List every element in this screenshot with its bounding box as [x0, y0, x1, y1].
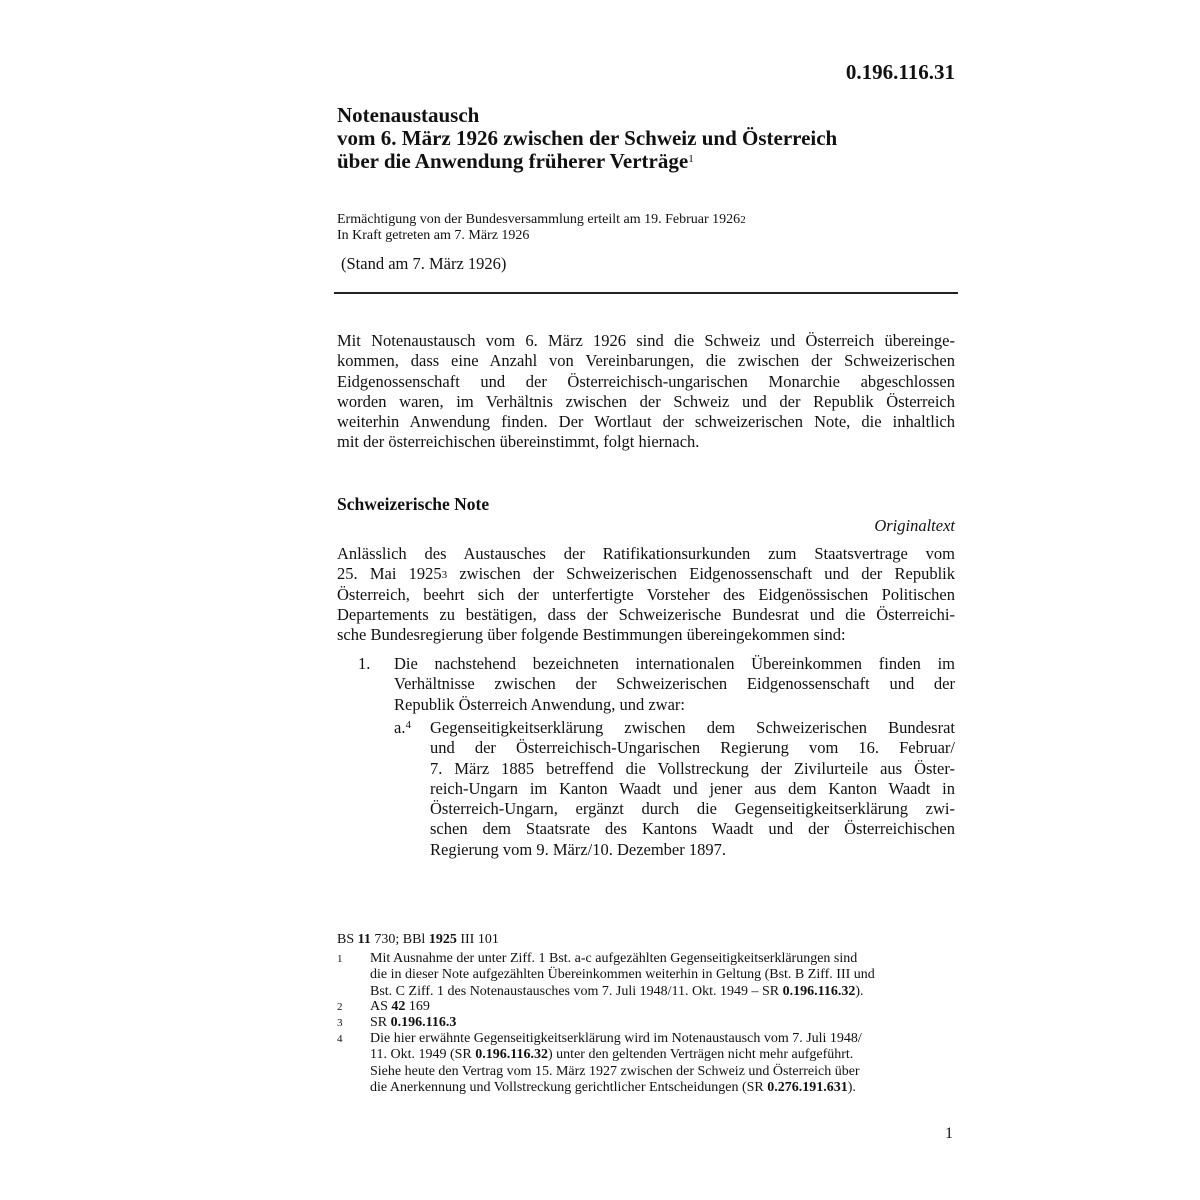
footnote-1: Mit Ausnahme der unter Ziff. 1 Bst. a-c aufgezählten Gegenseitigkeitserklärungen sind die in dieser Note aufgezählten Übereinkommen weiterhin in Geltung (Bst. B Ziff. III und Bst. C Ziff. 1 des Notenaustausches vom 7. Juli 1948/11. Okt. 1949 – SR 0.196.116.32). — [370, 951, 875, 999]
footnote-4: Die hier erwähnte Gegenseitigkeitserklärung wird im Notenaustausch vom 7. Juli 1948/ 11. Okt. 1949 (SR 0.196.116.32) unter den geltenden Verträgen nicht mehr aufgeführt. Siehe heute den Vertrag vom 15. März 1927 zwischen der Schweiz und Österreich über die Anerkennung und Vollstreckung gerichtlicher Entscheidungen (SR 0.276.191.631). — [370, 1031, 862, 1095]
list-item-1 — [394, 654, 955, 715]
footnote-number: 4 — [337, 1033, 343, 1045]
footnote-3: SR 0.196.116.3 — [370, 1015, 457, 1030]
sr-number: 0.196.116.31 — [845, 60, 955, 84]
item-line: Die nachstehend bezeichneten internationalen Übereinkommen finden im — [394, 654, 955, 673]
note-body-paragraph — [337, 544, 955, 645]
item-line: Verhältnisse zwischen der Schweizerischen Eidgenossenschaft und der — [394, 674, 955, 694]
section-heading: Schweizerische Note — [337, 494, 490, 514]
footnote-ref-4[interactable]: 4 — [405, 719, 411, 731]
footnote-2: AS 42 169 — [370, 999, 430, 1014]
header-divider — [334, 292, 958, 294]
intro-line: Mit Notenaustausch vom 6. März 1926 sind die Schweiz und Österreich übereinge- — [337, 331, 955, 350]
document-meta — [337, 212, 746, 244]
original-text-label: Originaltext — [874, 516, 955, 535]
footnote-number: 3 — [337, 1017, 343, 1029]
page-number: 1 — [945, 1125, 953, 1142]
sub-item-label: a.$^4$ — [394, 718, 411, 737]
title-line-2: vom 6. März 1926 zwischen der Schweiz und Österreich — [337, 126, 838, 150]
intro-line: Eidgenossenschaft und der Österreichisch-ungarischen Monarchie abgeschlossen — [337, 371, 955, 391]
body-line: Departements zu bestätigen, dass der Schweizerische Bundesrat und die Österreichi- — [337, 604, 955, 624]
sub-item-line: und der Österreichisch-Ungarischen Regierung vom 16. Februar/ — [430, 738, 955, 758]
footnote-ref-3[interactable]: 3 — [441, 569, 448, 582]
footnote-ref-1[interactable]: 1 — [688, 153, 694, 165]
sub-item-line: reich-Ungarn im Kanton Waadt und jener aus dem Kanton Waadt in — [430, 778, 955, 798]
footnote-number: 1 — [337, 953, 343, 965]
title-line-1: Notenaustausch — [337, 103, 480, 127]
in-force-line: In Kraft getreten am 7. März 1926 — [337, 228, 530, 243]
sub-item-line: Österreich-Ungarn, ergänzt durch die Gegenseitigkeitserklärung zwi- — [430, 799, 955, 819]
footnote-number: 2 — [337, 1001, 343, 1013]
body-line: 25. Mai 1925$^3$ zwischen der Schweizerischen Eidgenossenschaft und der Republik — [337, 564, 955, 584]
body-line: sche Bundesregierung über folgende Bestimmungen übereingekommen sind: — [337, 625, 846, 645]
sub-item-line: schen dem Staatsrate des Kantons Waadt und der Österreichischen — [430, 819, 955, 839]
document-title — [337, 104, 977, 173]
status-date: (Stand am 7. März 1926) — [341, 254, 507, 273]
intro-line: mit der österreichischen übereinstimmt, folgt hiernach. — [337, 432, 700, 452]
body-line: Anlässlich des Austausches der Ratifikationsurkunden zum Staatsvertrage vom — [337, 544, 955, 563]
item-line: Republik Österreich Anwendung, und zwar: — [394, 694, 685, 714]
intro-paragraph — [337, 331, 955, 453]
authorization-line: Ermächtigung von der Bundesversammlung erteilt am 19. Februar 1926$^2$ — [337, 212, 746, 227]
sub-item-a — [430, 718, 955, 860]
body-line: Österreich, beehrt sich der unterfertigte Vorsteher des Eidgenössischen Politischen — [337, 584, 955, 604]
list-item-number: 1. — [358, 654, 371, 673]
intro-line: kommen, dass eine Anzahl von Vereinbarungen, die zwischen der Schweizerischen — [337, 351, 955, 371]
sub-item-line: 7. März 1885 betreffend die Vollstreckung der Zivilurteile aus Öster- — [430, 758, 955, 778]
intro-line: weiterhin Anwendung finden. Der Wortlaut der schweizerischen Note, die inhaltlich — [337, 412, 955, 432]
sub-item-line: Regierung vom 9. März/10. Dezember 1897. — [430, 839, 727, 859]
intro-line: worden waren, im Verhältnis zwischen der Schweiz und der Republik Österreich — [337, 391, 955, 411]
source-reference: BS 11 730; BBl 1925 III 101 — [337, 932, 499, 947]
title-line-3: über die Anwendung früherer Verträge$^1$ — [337, 149, 694, 173]
footnote-ref-2[interactable]: 2 — [740, 214, 746, 226]
sub-item-line: Gegenseitigkeitserklärung zwischen dem Schweizerischen Bundesrat — [430, 718, 955, 737]
